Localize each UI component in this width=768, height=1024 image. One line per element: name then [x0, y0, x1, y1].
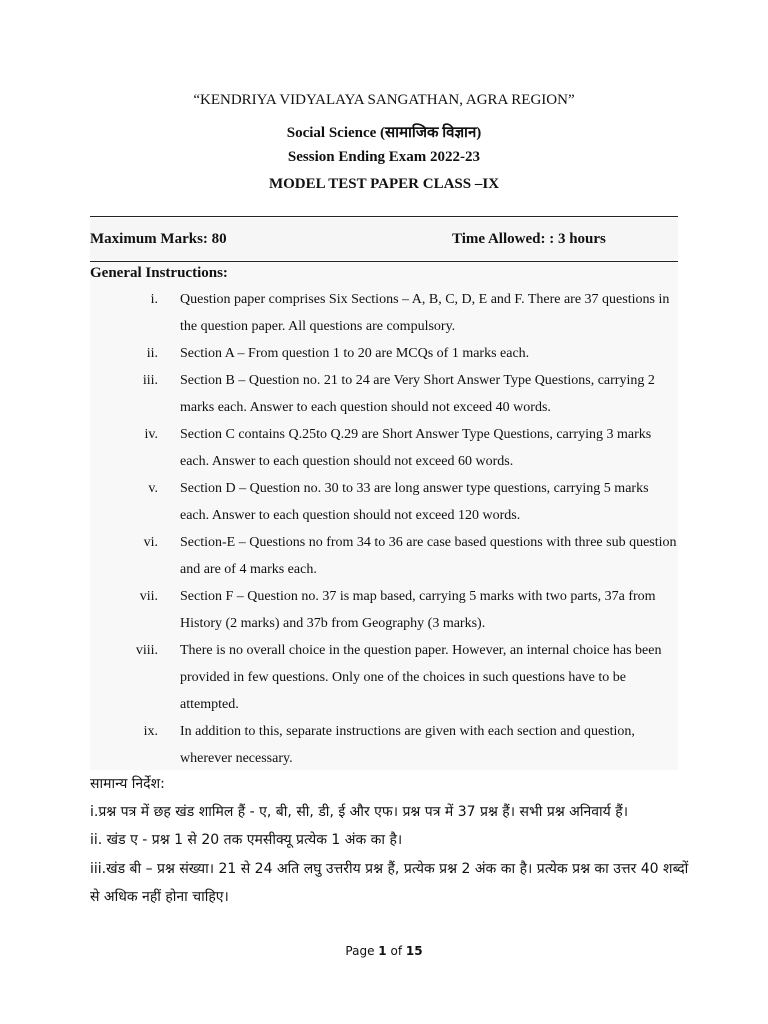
time-allowed-label: Time Allowed: : 3 hours: [452, 231, 606, 247]
instruction-text: Section B – Question no. 21 to 24 are Very Short Answer Type Questions, carrying 2 marks each. Answer to each question should not exceed 40 words.: [180, 373, 655, 415]
instruction-number: iv.: [144, 427, 158, 442]
instruction-text: Section-E – Questions no from 34 to 36 are case based questions with three sub question and are of 4 marks each.: [180, 535, 677, 577]
instruction-text: Section C contains Q.25to Q.29 are Short Answer Type Questions, carrying 3 marks each. Answer to each question should not exceed 60 words.: [180, 427, 652, 469]
instruction-item: [90, 718, 680, 772]
instruction-item: [90, 367, 680, 421]
hindi-instruction-line: i.प्रश्न पत्र में छह खंड शामिल हैं - ए, बी, सी, डी, ई और एफ। प्रश्न पत्र में 37 प्रश्न हैं। सभी प्रश्न अनिवार्य हैं।: [90, 804, 628, 820]
instruction-item: [90, 286, 680, 340]
instruction-number: vi.: [143, 535, 158, 550]
subject-title: Social Science (सामाजिक विज्ञान): [286, 125, 482, 141]
of-word: of: [390, 944, 403, 958]
instruction-text: Question paper comprises Six Sections – A, B, C, D, E and F. There are 37 questions in the question paper. All questions are compulsory.: [180, 292, 670, 334]
hindi-instruction-line: iii.खंड बी – प्रश्न संख्या। 21 से 24 अति लघु उत्तरीय प्रश्न हैं, प्रत्येक प्रश्न 2 अंक का है। प्रत्येक प्रश्न का उत्तर 40 शब्दों: [90, 861, 689, 877]
instruction-number: v.: [148, 481, 158, 496]
instruction-number: ix.: [143, 724, 158, 739]
mid-divider: [90, 261, 678, 262]
instructions-list: [90, 286, 680, 772]
instruction-text: In addition to this, separate instructions are given with each section and question, wherever necessary.: [180, 724, 635, 766]
instruction-item: [90, 475, 680, 529]
current-page-number: 1: [378, 944, 387, 958]
instruction-text: Section F – Question no. 37 is map based, carrying 5 marks with two parts, 37a from History (2 marks) and 37b from Geography (3 marks).: [180, 589, 656, 631]
instruction-number: vii.: [139, 589, 158, 604]
general-instructions-heading: General Instructions:: [90, 265, 228, 281]
max-marks-label: Maximum Marks: 80: [90, 231, 227, 247]
total-pages-number: 15: [405, 944, 423, 958]
hindi-instructions-heading: सामान्य निर्देश:: [90, 776, 165, 792]
hindi-instruction-line: ii. खंड ए - प्रश्न 1 से 20 तक एमसीक्यू प्रत्येक 1 अंक का है।: [90, 832, 403, 848]
organization-title: “KENDRIYA VIDYALAYA SANGATHAN, AGRA REGION”: [193, 92, 575, 108]
instruction-item: [90, 637, 680, 718]
page-footer: [0, 944, 768, 958]
instruction-number: ii.: [146, 346, 158, 361]
instruction-item: [90, 340, 680, 367]
instruction-number: i.: [150, 292, 158, 307]
instruction-text: There is no overall choice in the question paper. However, an internal choice has been provided in few questions. Only one of the choices in such questions have to be attempted.: [180, 643, 662, 712]
instruction-text: Section A – From question 1 to 20 are MCQs of 1 marks each.: [180, 346, 530, 361]
instruction-number: viii.: [135, 643, 158, 658]
session-title: Session Ending Exam 2022-23: [287, 149, 481, 165]
instruction-text: Section D – Question no. 30 to 33 are long answer type questions, carrying 5 marks each. Answer to each question should not exceed 120 words.: [180, 481, 649, 523]
hindi-instruction-line: से अधिक नहीं होना चाहिए।: [90, 889, 229, 905]
marks-row: [90, 218, 678, 260]
paper-title: MODEL TEST PAPER CLASS –IX: [268, 176, 500, 192]
instruction-item: [90, 583, 680, 637]
instruction-number: iii.: [142, 373, 158, 388]
top-divider: [90, 216, 678, 217]
page-word: Page: [345, 944, 375, 958]
instruction-item: [90, 421, 680, 475]
instruction-item: [90, 529, 680, 583]
